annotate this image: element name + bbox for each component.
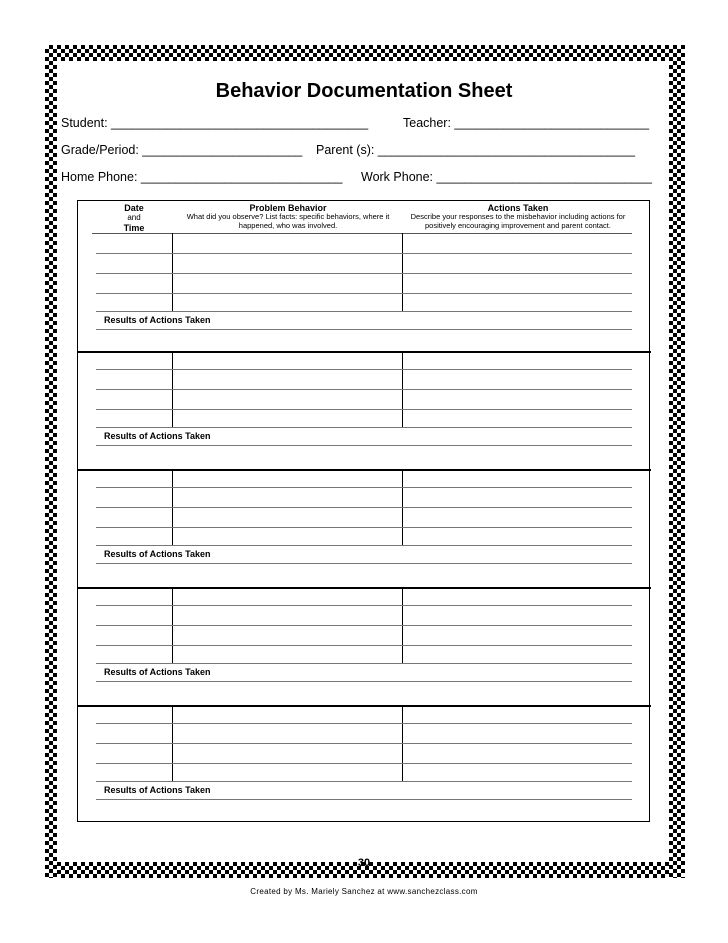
entry-line[interactable] bbox=[96, 645, 632, 646]
results-label: Results of Actions Taken bbox=[104, 315, 211, 325]
section-separator bbox=[78, 469, 651, 471]
problem-header-desc: What did you observe? List facts: specific behaviors, where it happened, who was involved. bbox=[186, 212, 390, 230]
entry-line[interactable] bbox=[96, 409, 632, 410]
actions-header bbox=[404, 203, 632, 231]
results-line[interactable] bbox=[96, 681, 632, 682]
work-phone-field[interactable]: Work Phone: _______________________________ bbox=[361, 170, 653, 184]
home-phone-field[interactable]: Home Phone: _____________________________ bbox=[61, 170, 343, 184]
entry-line[interactable] bbox=[96, 253, 632, 254]
entry-line[interactable] bbox=[96, 743, 632, 744]
page-title: Behavior Documentation Sheet bbox=[215, 80, 513, 102]
entry-line[interactable] bbox=[96, 389, 632, 390]
page-number: 30 bbox=[357, 857, 371, 869]
section-separator bbox=[78, 587, 651, 589]
footer-credit: Created by Ms. Mariely Sanchez at www.sanchezclass.com bbox=[250, 887, 478, 896]
date-header bbox=[92, 203, 176, 233]
teacher-field[interactable]: Teacher: ____________________________ bbox=[403, 116, 650, 130]
section-separator bbox=[78, 705, 651, 707]
entry-line[interactable] bbox=[96, 293, 632, 294]
entry-line[interactable] bbox=[96, 663, 632, 664]
entry-line[interactable] bbox=[96, 273, 632, 274]
parents-field[interactable]: Parent (s): _____________________________________ bbox=[316, 143, 636, 157]
actions-header-desc: Describe your responses to the misbehavior including actions for positively encouraging improvement and parent contact. bbox=[410, 212, 626, 230]
grade-period-field[interactable]: Grade/Period: _______________________ bbox=[61, 143, 303, 157]
date-header-time: Time bbox=[123, 222, 145, 233]
entry-line[interactable] bbox=[96, 625, 632, 626]
results-line[interactable] bbox=[96, 445, 632, 446]
results-label: Results of Actions Taken bbox=[104, 549, 211, 559]
entry-line[interactable] bbox=[96, 487, 632, 488]
entry-line[interactable] bbox=[96, 781, 632, 782]
results-label: Results of Actions Taken bbox=[104, 431, 211, 441]
date-header-title: Date bbox=[124, 203, 144, 213]
entry-line[interactable] bbox=[96, 311, 632, 312]
results-line[interactable] bbox=[96, 563, 632, 564]
entry-line[interactable] bbox=[96, 605, 632, 606]
results-label: Results of Actions Taken bbox=[104, 667, 211, 677]
problem-header-title: Problem Behavior bbox=[249, 203, 327, 213]
behavior-table bbox=[77, 200, 650, 822]
entry-line[interactable] bbox=[96, 369, 632, 370]
results-line[interactable] bbox=[96, 329, 632, 330]
entry-line[interactable] bbox=[96, 723, 632, 724]
actions-header-title: Actions Taken bbox=[487, 203, 549, 213]
checkered-border-top bbox=[45, 45, 685, 61]
entry-line[interactable] bbox=[96, 427, 632, 428]
results-line[interactable] bbox=[96, 799, 632, 800]
entry-line[interactable] bbox=[96, 545, 632, 546]
entry-line[interactable] bbox=[96, 763, 632, 764]
section-separator bbox=[78, 351, 651, 353]
problem-header bbox=[174, 203, 402, 231]
checkered-border-right bbox=[669, 45, 685, 878]
entry-line[interactable] bbox=[96, 507, 632, 508]
column-divider bbox=[172, 233, 173, 311]
results-label: Results of Actions Taken bbox=[104, 785, 211, 795]
header-separator bbox=[92, 233, 632, 234]
date-header-and: and bbox=[127, 213, 141, 223]
column-divider bbox=[402, 233, 403, 311]
checkered-border-left bbox=[45, 45, 57, 878]
student-field[interactable]: Student: _____________________________________ bbox=[61, 116, 369, 130]
entry-line[interactable] bbox=[96, 527, 632, 528]
